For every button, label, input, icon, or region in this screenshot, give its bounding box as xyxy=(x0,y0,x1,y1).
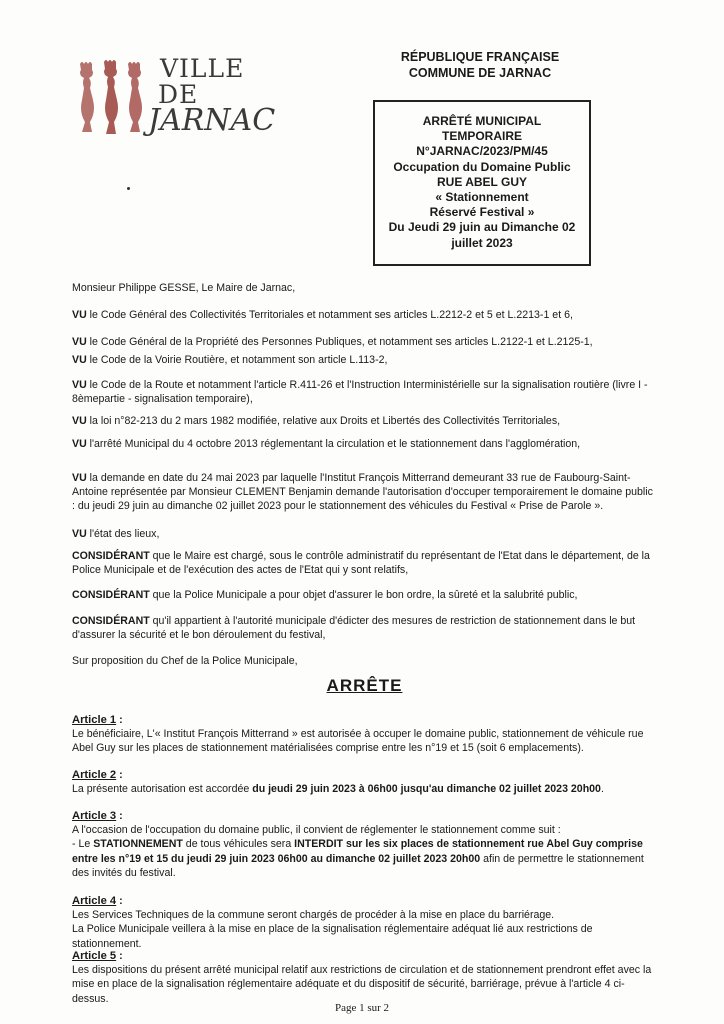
article-4-line-2: La Police Municipale veillera à la mise en place de la signalisation réglementaire adéquat lié aux restrictions de stationnement. xyxy=(72,923,593,950)
vu-clause xyxy=(72,414,657,428)
vu-clause xyxy=(72,437,657,451)
proposal-line: Sur proposition du Chef de la Police Municipale, xyxy=(72,655,298,667)
article-3-pre: - Le xyxy=(72,838,94,851)
considerant-keyword: CONSIDÉRANT xyxy=(72,615,150,627)
considerant-clause xyxy=(72,614,657,642)
arrete-title-box xyxy=(373,100,591,266)
article-3-interdit: INTERDIT sur les six places de stationnement rue Abel Guy comprise entre les n°19 et 15 du jeudi 29 juin 2023 06h00 au dimanche 02 juillet 2023 20h00 xyxy=(72,838,643,865)
considerant-keyword: CONSIDÉRANT xyxy=(72,589,150,601)
article-4 xyxy=(72,894,657,951)
article-1-text: Le bénéficiaire, L'« Institut François Mitterrand » est autorisée à occuper le domaine public, stationnement de véhicule rue Abel Guy sur les places de stationnement matérialisées comprise entre les n°19 et 15 (soit 6 emplacements). xyxy=(72,728,644,755)
vu-clause xyxy=(72,353,657,367)
box-line: juillet 2023 xyxy=(451,235,513,250)
article-2-dates: du jeudi 29 juin 2023 à 06h00 jusqu'au dimanche 02 juillet 2023 20h00 xyxy=(252,783,601,796)
article-3-intro: A l'occasion de l'occupation du domaine public, il convient de réglementer le stationnement comme suit : xyxy=(72,824,561,837)
article-2-text-post: . xyxy=(600,783,604,796)
commune-title: COMMUNE DE JARNAC xyxy=(408,66,552,80)
vu-keyword: VU xyxy=(72,309,87,321)
logo-line-de: DE xyxy=(158,80,199,109)
box-line: ARRÊTÉ MUNICIPAL xyxy=(422,114,542,128)
vu-text: l'arrêté Municipal du 4 octobre 2013 réglementant la circulation et le stationnement dans l'agglomération, xyxy=(86,438,581,450)
box-line: Réservé Festival » xyxy=(429,205,535,220)
article-3-mid: de tous véhicules sera xyxy=(182,838,295,851)
article-3-title: Article 3 xyxy=(72,810,117,822)
article-1-colon: : xyxy=(116,714,123,726)
vu-text: le Code Général de la Propriété des Personnes Publiques, et notamment ses articles L.2122-1 et L.2125-1, xyxy=(86,336,593,348)
vu-keyword: VU xyxy=(72,438,87,450)
box-line: Occupation du Domaine Public xyxy=(393,159,571,174)
republic-title: RÉPUBLIQUE FRANÇAISE xyxy=(400,50,560,64)
vu-keyword: VU xyxy=(72,472,87,484)
considerant-text: que le Maire est chargé, sous le contrôle administratif du représentant de l'Etat dans le département, de la Police Municipale et de l'exécution des actes de l'Etat qui y sont relatifs, xyxy=(72,550,650,577)
article-5 xyxy=(72,949,657,1006)
considerant-keyword: CONSIDÉRANT xyxy=(72,550,150,562)
box-line: RUE ABEL GUY xyxy=(436,174,527,189)
article-4-title: Article 4 xyxy=(72,895,117,907)
vu-text: le Code Général des Collectivités Territoriales et notamment ses articles L.2212-2 et 5 et L.2213-1 et 6, xyxy=(86,309,573,321)
logo-line-ville: VILLE xyxy=(160,54,245,83)
vu-clause xyxy=(72,471,657,514)
article-3-stationnement: STATIONNEMENT xyxy=(93,838,183,851)
box-line: N°JARNAC/2023/PM/45 xyxy=(416,144,548,159)
vu-clause xyxy=(72,335,657,349)
article-2-title: Article 2 xyxy=(72,769,117,781)
vu-keyword: VU xyxy=(72,415,87,427)
vu-text: la loi n°82-213 du 2 mars 1982 modifiée, relative aux Droits et Libertés des Collectivités Territoriales, xyxy=(86,415,561,427)
article-2-text-pre: La présente autorisation est accordée xyxy=(72,783,253,796)
vu-keyword: VU xyxy=(72,354,87,366)
vu-clause xyxy=(72,378,657,406)
article-2 xyxy=(72,768,657,796)
box-line: « Stationnement xyxy=(435,190,529,205)
considerant-text: qu'il appartient à l'autorité municipale d'édicter des mesures de restriction de stationnement dans le but d'assurer la sécurité et le bon déroulement du festival, xyxy=(72,615,636,642)
considerant-clause xyxy=(72,549,657,577)
article-1-title: Article 1 xyxy=(72,714,117,726)
vu-keyword: VU xyxy=(72,379,87,391)
article-5-text: Les dispositions du présent arrêté municipal relatif aux restrictions de circulation et de stationnement prendront effet avec la mise en place de la signalisation réglementaire adéquate et du dispositif de sécurité, barriérage, prévue à l'article 4 ci-dessus. xyxy=(72,964,652,1005)
vu-keyword: VU xyxy=(72,336,87,348)
article-4-colon: : xyxy=(116,895,123,907)
box-line: Du Jeudi 29 juin au Dimanche 02 xyxy=(388,220,576,235)
vu-keyword: VU xyxy=(72,528,87,540)
vu-text: la demande en date du 24 mai 2023 par laquelle l'Institut François Mitterrand demeurant 33 rue de Faubourg-Saint-Antoine représentée par Monsieur CLEMENT Benjamin demande l'autorisation d'occuper temporairement le domaine public : du jeudi 29 juin au dimanche 02 juillet 2023 pour le stationnement des véhicules du Festival « Prise de Parole ». xyxy=(72,472,653,513)
mayor-line: Monsieur Philippe GESSE, Le Maire de Jarnac, xyxy=(72,282,296,294)
article-1 xyxy=(72,713,657,756)
scan-speck xyxy=(127,187,130,190)
vu-text: le Code de la Route et notamment l'article R.411-26 et l'Instruction Interministérielle sur la signalisation routière (livre I - 8èmepartie - signalisation temporaire), xyxy=(72,379,648,406)
box-line: TEMPORAIRE xyxy=(441,129,522,144)
arrete-heading: ARRÊTE xyxy=(326,676,403,695)
considerant-clause xyxy=(72,588,657,602)
article-4-line-1: Les Services Techniques de la commune seront chargés de procéder à la mise en place du barriérage. xyxy=(72,909,555,922)
logo-figures-icon xyxy=(78,60,158,138)
article-5-colon: : xyxy=(116,950,123,962)
article-5-title: Article 5 xyxy=(72,950,117,962)
considerant-text: que la Police Municipale a pour objet d'assurer le bon ordre, la sûreté et la salubrité public, xyxy=(149,589,578,601)
vu-text: l'état des lieux, xyxy=(86,528,160,540)
logo-line-jarnac: JARNAC xyxy=(148,103,276,138)
header-republic xyxy=(380,49,580,81)
vu-clause xyxy=(72,527,657,541)
article-3-colon: : xyxy=(116,810,123,822)
page-number: Page 1 sur 2 xyxy=(334,1002,390,1014)
jarnac-logo xyxy=(78,52,278,142)
vu-text: le Code de la Voirie Routière, et notamment son article L.113-2, xyxy=(86,354,388,366)
vu-clause xyxy=(72,308,657,322)
article-2-colon: : xyxy=(116,769,123,781)
article-3-post: afin de permettre le stationnement des invités du festival. xyxy=(72,852,644,879)
article-3 xyxy=(72,809,657,880)
